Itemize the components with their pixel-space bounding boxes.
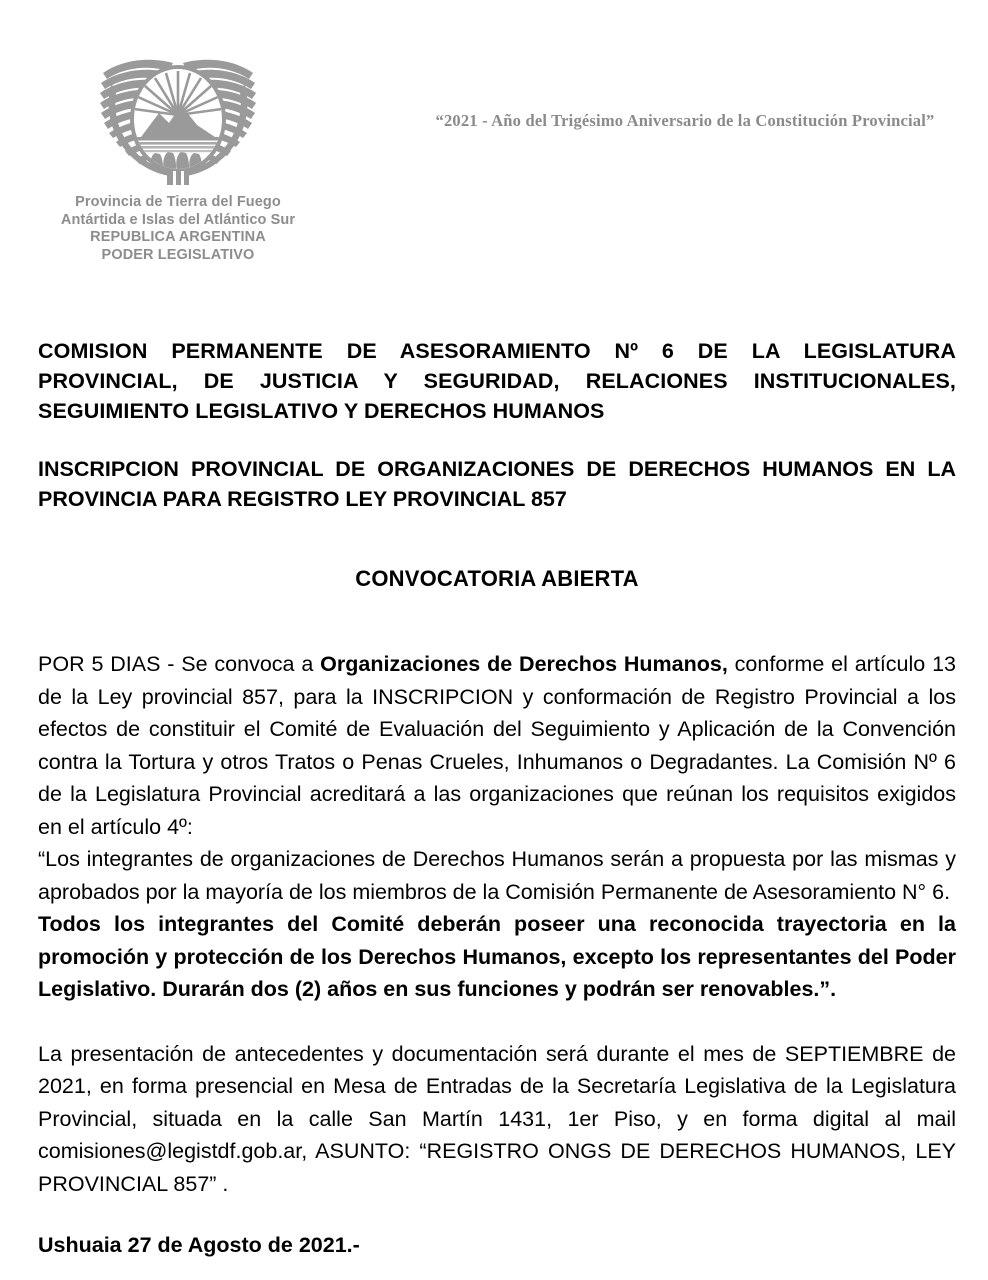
paragraph-committee-requirements: Todos los integrantes del Comité deberán poseer una reconocida trayectoria en la promoción y protección de los Derechos Humanos, excepto los representantes del Poder Legislativo. Durarán dos (2) años en sus funciones y podrán ser renovables.”. — [38, 912, 956, 1001]
paragraph-1-rest: conforme el artículo 13 de la Ley provincial 857, para la INSCRIPCION y conformación de Registro Provincial a los efectos de constituir el Comité de Evaluación del Seguimiento y Aplicación de la Convención contra la Tortura y otros Tratos o Penas Crueles, Inhumanos o Degradantes. La Comisión Nº 6 de la Legislatura Provincial acreditará a las organizaciones que reúnan los requisitos exigidos en el artículo 4º: — [38, 652, 956, 839]
convocatoria-heading: CONVOCATORIA ABIERTA — [355, 566, 639, 591]
letterhead-line-2: Antártida e Islas del Atlántico Sur — [60, 211, 296, 228]
page-title: COMISION PERMANENTE DE ASESORAMIENTO Nº 6 DE LA LEGISLATURA PROVINCIAL, DE JUSTICIA Y SEGURIDAD, RELACIONES INSTITUCIONALES, SEGUIMIENTO LEGISLATIVO Y DERECHOS HUMANOS — [38, 339, 956, 423]
signature-place-date: Ushuaia 27 de Agosto de 2021.- — [38, 1233, 360, 1257]
letterhead-line-3: REPUBLICA ARGENTINA — [90, 229, 266, 245]
paragraph-convocatoria — [38, 648, 956, 843]
letterhead-line-4: PODER LEGISLATIVO — [101, 246, 255, 263]
paragraph-submission-details: La presentación de antecedentes y documentación será durante el mes de SEPTIEMBRE de 2021, en forma presencial en Mesa de Entradas de la Secretaría Legislativa de la Legislatura Provincial, situada en la calle San Martín 1431, 1er Piso, y en forma digital al mail comisiones@legistdf.gob.ar, ASUNTO: “REGISTRO ONGS DE DERECHOS HUMANOS, LEY PROVINCIAL 857” . — [38, 1041, 956, 1196]
document-body — [38, 336, 956, 1260]
page-subtitle: INSCRIPCION PROVINCIAL DE ORGANIZACIONES DE DERECHOS HUMANOS EN LA PROVINCIA PARA REGISTRO LEY PROVINCIAL 857 — [38, 457, 956, 511]
letterhead — [28, 45, 328, 264]
anniversary-motto: “2021 - Año del Trigésimo Aniversario de la Constitución Provincial” — [435, 111, 935, 130]
paragraph-article-quote: “Los integrantes de organizaciones de Derechos Humanos serán a propuesta por las mismas y aprobados por la mayoría de los miembros de la Comisión Permanente de Asesoramiento N° 6. — [38, 847, 956, 904]
paragraph-1-lead: POR 5 DIAS - Se convoca a — [38, 652, 321, 676]
paragraph-1-bold: Organizaciones de Derechos Humanos, — [320, 652, 728, 676]
letterhead-text — [28, 194, 328, 264]
letterhead-line-1: Provincia de Tierra del Fuego — [75, 194, 281, 210]
document-header — [0, 0, 988, 300]
coat-of-arms-icon — [93, 45, 263, 190]
